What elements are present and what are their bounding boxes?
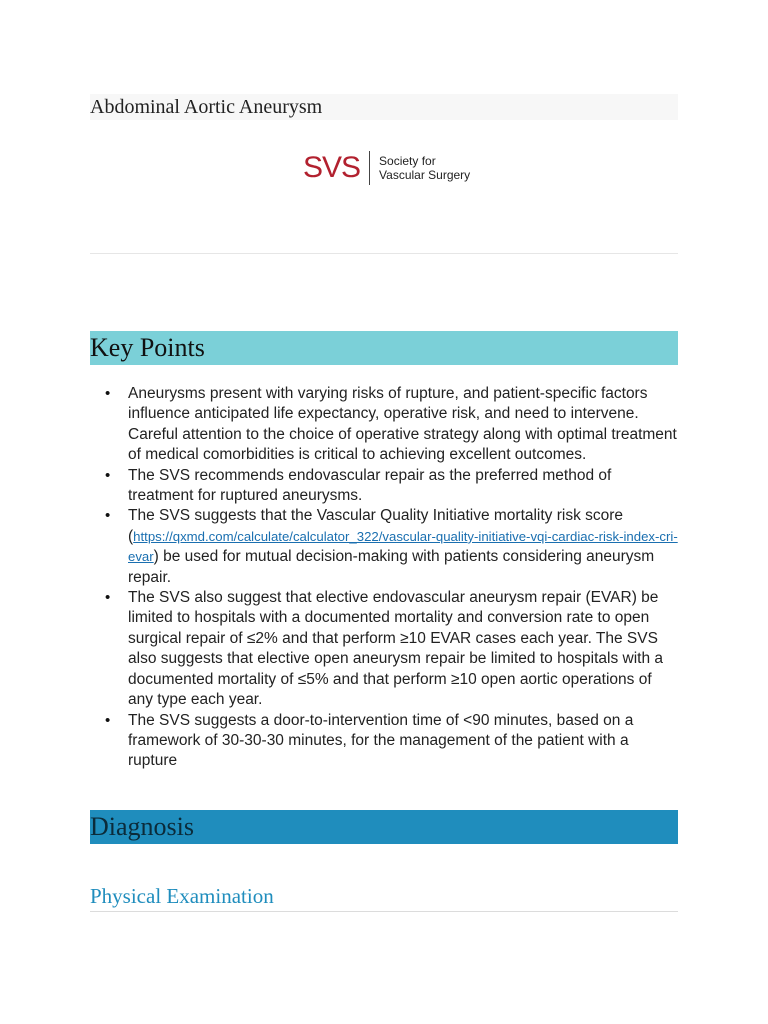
divider [90,253,678,254]
svs-logo [303,150,470,186]
list-item-text: The SVS also suggest that elective endovascular aneurysm repair (EVAR) be limited to hospitals with a documented mortality and conversion rate to open surgical repair of ≤2% and that perform ≥10 EVAR cases each year. The SVS also suggests that elective open aneurysm repair be limited to hospitals with a documented mortality of ≤5% and that perform ≥10 open aortic operations of any type each year. [128,589,664,709]
list-item [90,384,680,466]
key-points-heading: Key Points [90,331,678,365]
list-item [90,506,680,588]
list-item [90,711,680,772]
list-item-text: Aneurysms present with varying risks of rupture, and patient-specific factors influence anticipated life expectancy, operative risk, and need to intervene. Careful attention to the choice of operative strategy along with optimal treatment of medical comorbidities is critical to achieving excellent outcomes. [128,385,677,464]
vqi-calculator-link[interactable]: https://qxmd.com/calculate/calculator_322/vascular-quality-initiative-vqi-cardiac-risk-index-cri-evar [128,528,678,565]
list-item [90,466,680,507]
divider [90,911,678,912]
physical-examination-heading: Physical Examination [90,884,274,908]
list-item-text: The SVS suggests a door-to-intervention time of <90 minutes, based on a framework of 30-30-30 minutes, for the management of the patient with a rupture [128,711,634,770]
diagnosis-heading: Diagnosis [90,810,678,844]
logo-divider [369,151,370,185]
list-item-text: The SVS recommends endovascular repair as the preferred method of treatment for ruptured aneurysms. [128,466,612,505]
logo-line-1: Society for [379,154,436,168]
key-points-list [90,384,680,772]
list-item [90,588,680,710]
logo-line-2: Vascular Surgery [379,168,471,182]
logo-mark: SVS [303,151,361,184]
document-title: Abdominal Aortic Aneurysm [90,94,678,120]
list-item-text: ) be used for mutual decision-making with patients considering aneurysm repair. [128,548,655,586]
logo-text [379,154,470,182]
list-item-text: The SVS suggests that the Vascular Quality Initiative mortality risk score ( [128,507,624,545]
